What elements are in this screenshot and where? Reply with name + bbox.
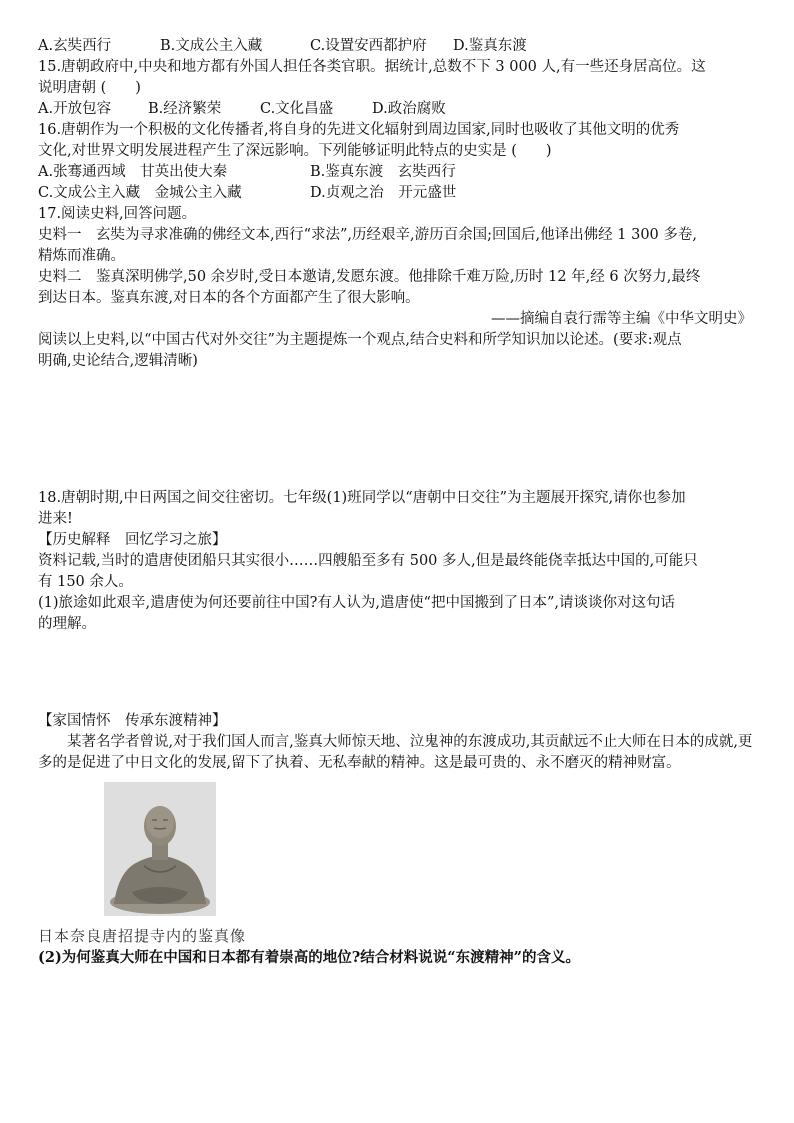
q14-option-a: A.玄奘西行 xyxy=(38,38,112,54)
q14-option-c: C.设置安西都护府 xyxy=(310,38,427,54)
q17-task-line1: 阅读以上史料,以“中国古代对外交往”为主题提炼一个观点,结合史料和所学知识加以论述。(要求:观点 xyxy=(38,332,682,348)
statue-caption: 日本奈良唐招提寺内的鉴真像 xyxy=(38,927,247,945)
q15-option-b: B.经济繁荣 xyxy=(148,101,222,117)
q17-answer-space[interactable] xyxy=(38,372,764,488)
q16-options-row2 xyxy=(38,183,764,204)
q15-stem-line1: 15.唐朝政府中,中央和地方都有外国人担任各类官职。据统计,总数不下 3 000 人,有一些还身居高位。这 xyxy=(38,59,706,75)
q18-section1-heading: 【历史解释 回忆学习之旅】 xyxy=(38,532,227,548)
q16-option-b: B.鉴真东渡 玄奘西行 xyxy=(310,164,456,180)
q14-option-d: D.鉴真东渡 xyxy=(453,38,527,54)
q17-material2-line1: 史料二 鉴真深明佛学,50 余岁时,受日本邀请,发愿东渡。他排除千难万险,历时 12 年,经 6 次努力,最终 xyxy=(38,269,701,285)
exam-page xyxy=(38,36,764,968)
q16-options-row1 xyxy=(38,162,764,183)
q18-sub1-line1: (1)旅途如此艰辛,遣唐使为何还要前往中国?有人认为,遣唐使“把中国搬到了日本”,请谈谈你对这句话 xyxy=(38,595,675,611)
q18-material1-line1: 资料记载,当时的遣唐使团船只其实很小……四艘船至多有 500 多人,但是最终能侥幸抵达中国的,可能只 xyxy=(38,553,698,569)
jianzhen-statue-image xyxy=(104,782,216,916)
q14-options xyxy=(38,36,764,57)
q18-material2: 某著名学者曾说,对于我们国人而言,鉴真大师惊天地、泣鬼神的东渡成功,其贡献远不止大师在日本的成就,更多的是促进了中日文化的发展,留下了执着、无私奉献的精神。这是最可贵的、永不磨灭的精神财富。 xyxy=(38,734,753,771)
q16-stem-line2: 文化,对世界文明发展进程产生了深远影响。下列能够证明此特点的史实是 ( ) xyxy=(38,143,552,159)
q15-option-d: D.政治腐败 xyxy=(372,101,446,117)
q16-option-c: C.文成公主入藏 金城公主入藏 xyxy=(38,185,242,201)
q18-intro-line2: 进来! xyxy=(38,511,73,527)
q17-material1-line1: 史料一 玄奘为寻求准确的佛经文本,西行“求法”,历经艰辛,游历百余国;回国后,他译出佛经 1 300 多卷, xyxy=(38,227,697,243)
q18-intro-line1: 18.唐朝时期,中日两国之间交往密切。七年级(1)班同学以“唐朝中日交往”为主题展开探究,请你也参加 xyxy=(38,490,686,506)
q18-sub1-line2: 的理解。 xyxy=(38,616,96,632)
q15-options xyxy=(38,99,764,120)
q18-sub2: (2)为何鉴真大师在中国和日本都有着崇高的地位?结合材料说说“东渡精神”的含义。 xyxy=(38,949,580,966)
q16-stem-line1: 16.唐朝作为一个积极的文化传播者,将自身的先进文化辐射到周边国家,同时也吸收了其他文明的优秀 xyxy=(38,122,680,138)
q17-source: ——摘编自袁行霈等主编《中华文明史》 xyxy=(491,311,752,327)
q18-section2-heading: 【家国情怀 传承东渡精神】 xyxy=(38,713,227,729)
q17-task-line2: 明确,史论结合,逻辑清晰) xyxy=(38,353,198,369)
q18-material1-line2: 有 150 余人。 xyxy=(38,574,133,590)
q16-option-a: A.张骞通西域 甘英出使大秦 xyxy=(38,164,228,180)
q15-option-a: A.开放包容 xyxy=(38,101,112,117)
q17-title: 17.阅读史料,回答问题。 xyxy=(38,206,197,222)
q15-option-c: C.文化昌盛 xyxy=(260,101,334,117)
q18-sub1-answer-space[interactable] xyxy=(38,635,764,711)
q16-option-d: D.贞观之治 开元盛世 xyxy=(310,185,457,201)
statue-illustration xyxy=(104,782,216,916)
q17-material1-line2: 精炼而准确。 xyxy=(38,248,125,264)
q15-stem-line2: 说明唐朝 ( ) xyxy=(38,80,141,96)
q14-option-b: B.文成公主入藏 xyxy=(160,38,263,54)
q17-material2-line2: 到达日本。鉴真东渡,对日本的各个方面都产生了很大影响。 xyxy=(38,290,420,306)
